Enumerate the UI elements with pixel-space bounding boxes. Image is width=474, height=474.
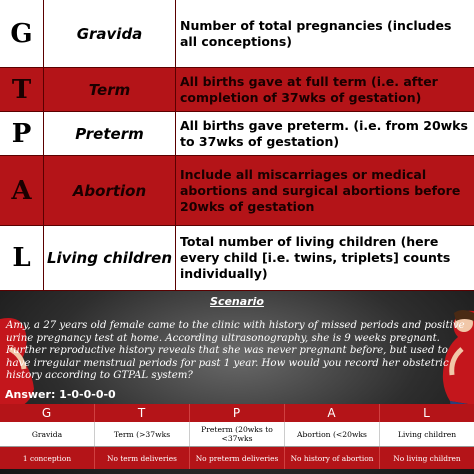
table-value-abortion: No history of abortion [285,447,380,469]
definition-preterm: All births gave preterm. (i.e. from 20wks to 37wks of gestation) [180,117,468,149]
term-preterm: Preterm [44,112,176,155]
gtpal-answer-table [0,404,474,469]
table-term-gravida: Gravida [0,422,95,446]
table-value-term: No term deliveries [95,447,190,469]
definition-abortion: Include all miscarriages or medical abortions and surgical abortions before 20wks of gestation [180,166,461,214]
scenario-answer: Answer: 1-0-0-0-0 [5,388,116,401]
table-term-preterm: Preterm (20wks to <37wks [190,422,285,446]
letter-g: G [0,0,44,67]
letter-a: A [0,156,44,225]
table-term-abortion: Abortion (<20wks [285,422,380,446]
table-values-row [0,447,474,469]
definition-living-children: Total number of living children (here every child [i.e. twins, triplets] counts individually) [180,234,451,281]
row-gravida [0,0,474,68]
letter-p: P [0,112,44,155]
term-gravida: Gravida [44,0,176,67]
table-letter-g: G [0,404,95,422]
term-abortion: Abortion [44,156,176,225]
table-letter-a: A [285,404,380,422]
table-value-gravida: 1 conception [0,447,95,469]
row-term [0,68,474,112]
letter-t: T [0,68,44,111]
table-term-living: Living children [397,429,457,439]
definition-gravida: Number of total pregnancies (includes all conceptions) [180,17,452,49]
row-abortion [0,156,474,226]
term-living-children: Living children [44,226,176,290]
row-preterm [0,112,474,156]
scenario-text: Amy, a 27 years old female came to the clinic with history of missed periods and positive urine pregnancy test at home. According ultrasonography, she is 9 weeks pregnant. Further reproductive history reveals that she was never pregnant before, but used to have irregular menstrual periods for past 1 year. How would you record her obstetric history according to GTPAL system? [6,320,465,381]
table-letter-t: T [95,404,190,422]
row-living-children [0,226,474,291]
table-value-preterm: No preterm deliveries [190,447,285,469]
table-letter-l: L [423,406,431,420]
term-term: Term [44,68,176,111]
letter-l: L [0,226,44,290]
definition-term: All births gave at full term (i.e. after completion of 37wks of gestation) [180,73,438,105]
table-letter-p: P [190,404,285,422]
table-letters-row [0,404,474,422]
table-value-living: No living children [393,453,461,463]
table-terms-row [0,422,474,447]
table-term-term: Term (>37wks [95,422,190,446]
scenario-title: Scenario [210,295,264,308]
